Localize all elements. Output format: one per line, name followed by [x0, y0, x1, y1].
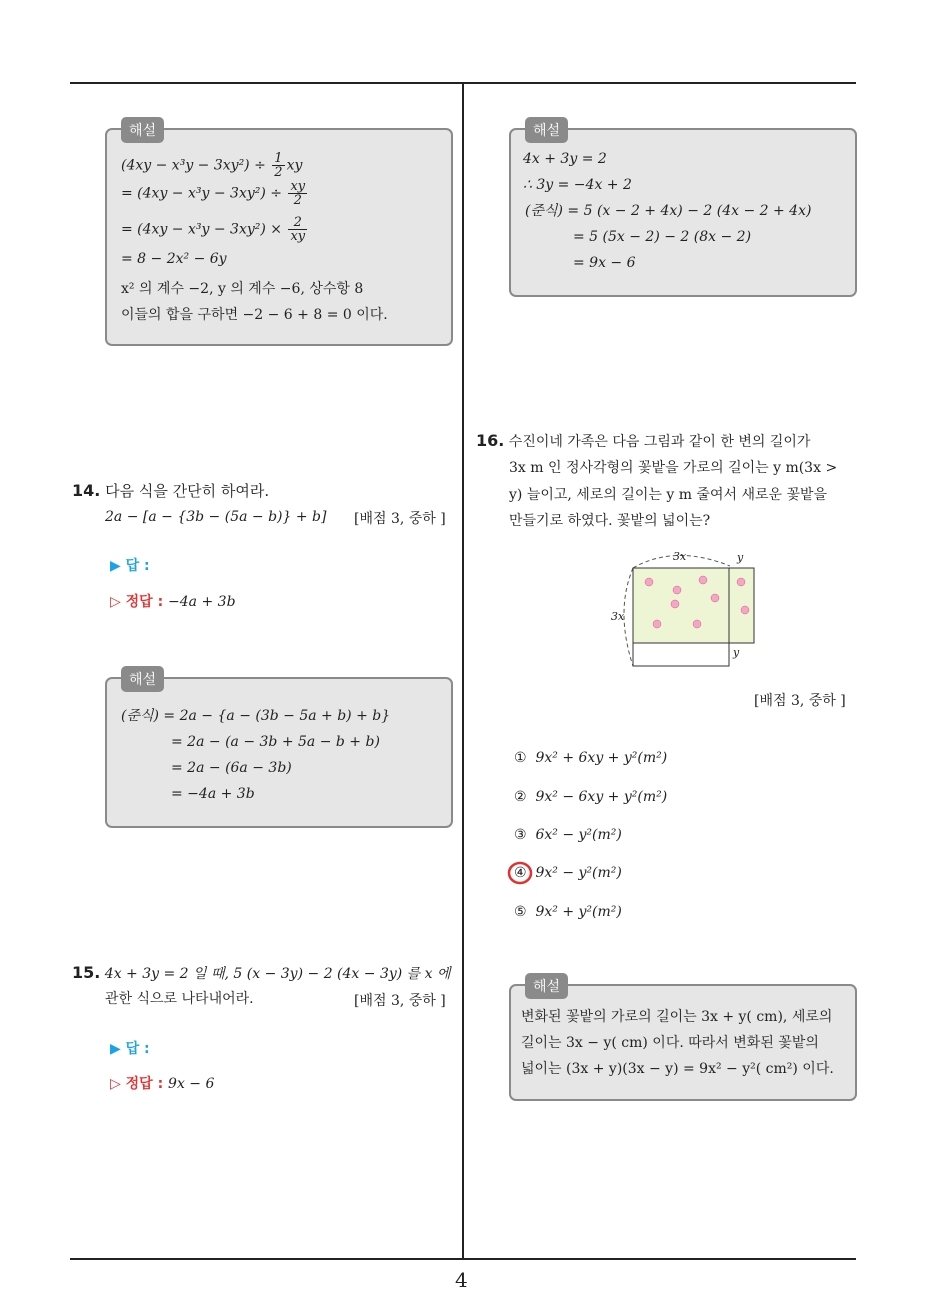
- solution-line: = 5 (5x − 2) − 2 (8x − 2): [573, 229, 752, 245]
- question-14: [72, 482, 269, 500]
- question-number: 15.: [72, 963, 101, 982]
- explanation-tag: 해설: [525, 973, 568, 999]
- correct-answer: ▷ 정답 : −4a + 3b: [110, 594, 236, 610]
- explanation-box-16: [509, 979, 857, 1101]
- solution-line: = 2a − (a − 3b + 5a − b + b): [171, 734, 380, 750]
- choice-3[interactable]: ③ 6x² − y²(m²): [514, 827, 622, 843]
- figure-label: 3x: [611, 610, 625, 623]
- question-text: y) 늘이고, 세로의 길이는 y m 줄여서 새로운 꽃밭을: [509, 487, 828, 503]
- explanation-tag: 해설: [121, 117, 164, 143]
- question-text: 관한 식으로 나타내어라.: [105, 991, 254, 1007]
- column-divider: [462, 82, 464, 1260]
- removed-strip: [633, 643, 729, 666]
- explanation-box-14: [105, 672, 453, 828]
- solution-text: 변화된 꽃밭의 가로의 길이는 3x + y( cm), 세로의: [521, 1009, 833, 1025]
- question-text: 4x + 3y = 2 일 때, 5 (x − 3y) − 2 (4x − 3y) 를 x 에: [104, 966, 451, 982]
- points-label: [배점 3, 중하 ]: [354, 993, 446, 1009]
- explanation-box-13: [105, 123, 453, 346]
- solution-line: = (4xy − x³y − 3xy²) × $\frac{2}{xy}$: [121, 215, 306, 244]
- figure-label: y: [737, 551, 744, 564]
- solution-line: = 9x − 6: [573, 255, 636, 271]
- choice-1[interactable]: ① 9x² + 6xy + y²(m²): [514, 750, 668, 766]
- question-text: 수진이네 가족은 다음 그림과 같이 한 변의 길이가: [508, 434, 811, 450]
- question-text: 3x m 인 정사각형의 꽃밭을 가로의 길이는 y m(3x >: [509, 460, 838, 476]
- garden-figure: [605, 546, 765, 671]
- solution-text: 넓이는 (3x + y)(3x − y) = 9x² − y²( cm²) 이다.: [521, 1061, 834, 1077]
- question-number: 14.: [72, 481, 101, 500]
- question-text: 만들기로 하였다. 꽃밭의 넓이는?: [509, 513, 711, 529]
- dashed-arc-left: [624, 568, 633, 666]
- answer-input-label[interactable]: ▶ 답 :: [110, 558, 150, 574]
- footer-rule: [70, 1258, 856, 1260]
- question-expression: 2a − [a − {3b − (5a − b)} + b]: [105, 509, 327, 525]
- choice-5[interactable]: ⑤ 9x² + y²(m²): [514, 904, 622, 920]
- solution-line: = 2a − (6a − 3b): [171, 760, 292, 776]
- question-15: [72, 964, 451, 983]
- solution-line: (준식) = 2a − {a − (3b − 5a + b) + b}: [121, 708, 391, 724]
- explanation-box-15: [509, 123, 857, 297]
- answer-input-label[interactable]: ▶ 답 :: [110, 1041, 150, 1057]
- page-number: 4: [455, 1268, 468, 1292]
- question-number: 16.: [476, 431, 505, 450]
- figure-label: y: [733, 646, 740, 659]
- explanation-tag: 해설: [121, 666, 164, 692]
- question-text: 다음 식을 간단히 하여라.: [105, 482, 270, 500]
- choice-2[interactable]: ② 9x² − 6xy + y²(m²): [514, 789, 668, 805]
- points-label: [배점 3, 중하 ]: [754, 693, 846, 709]
- solution-line: 4x + 3y = 2: [523, 151, 607, 167]
- solution-line: (4xy − x³y − 3xy²) ÷ $\frac{1}{2}$ xy: [121, 151, 303, 180]
- selected-choice-circle-icon: [506, 859, 536, 887]
- question-16: [476, 432, 810, 451]
- figure-label: 3x: [673, 550, 687, 563]
- solution-text: 길이는 3x − y( cm) 이다. 따라서 변화된 꽃밭의: [521, 1035, 819, 1051]
- correct-answer: ▷ 정답 : 9x − 6: [110, 1076, 215, 1092]
- solution-line: (준식) = 5 (x − 2 + 4x) − 2 (4x − 2 + 4x): [525, 203, 812, 219]
- solution-line: = (4xy − x³y − 3xy²) ÷ $\frac{xy}{2}$: [121, 179, 306, 208]
- explanation-tag: 해설: [525, 117, 568, 143]
- solution-line: = −4a + 3b: [171, 786, 255, 802]
- choice-4[interactable]: ④ 9x² − y²(m²): [514, 865, 622, 881]
- solution-line: ∴ 3y = −4x + 2: [523, 177, 632, 193]
- solution-text: x² 의 계수 −2, y 의 계수 −6, 상수항 8: [121, 281, 364, 297]
- solution-text: 이들의 합을 구하면 −2 − 6 + 8 = 0 이다.: [121, 307, 388, 323]
- points-label: [배점 3, 중하 ]: [354, 511, 446, 527]
- solution-line: = 8 − 2x² − 6y: [121, 251, 227, 267]
